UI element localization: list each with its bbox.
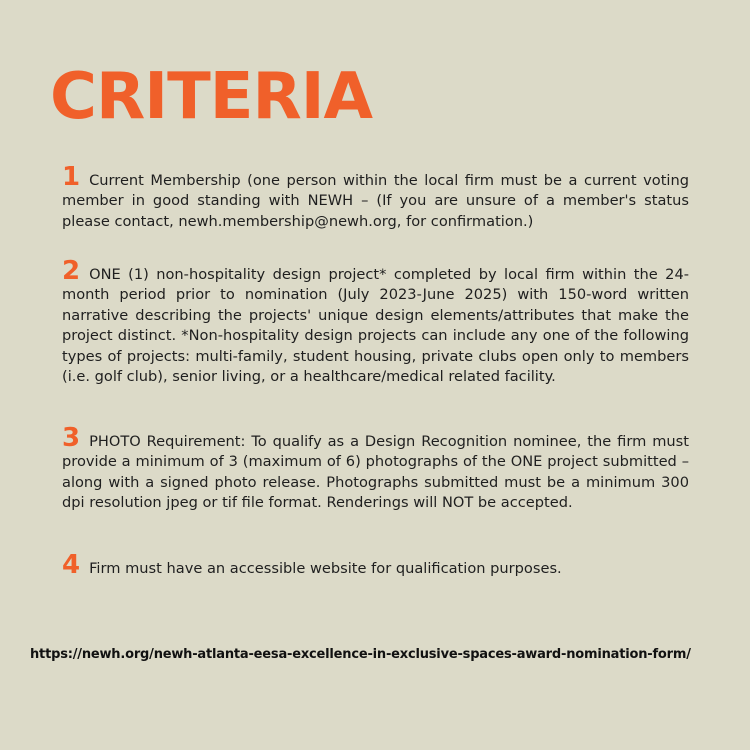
criteria-item-1 <box>62 162 689 232</box>
criteria-text-1: Current Membership (one person within the local firm must be a current voting member in good standing with NEWH – (If you are unsure of a member's status please contact, newh.membership@newh.org, for confirmation.) <box>62 172 689 230</box>
criteria-item-3 <box>62 423 689 514</box>
criteria-number-3: 3 <box>62 423 81 453</box>
criteria-item-4 <box>62 550 689 580</box>
criteria-number-1: 1 <box>62 162 81 192</box>
criteria-item-2 <box>62 256 689 387</box>
criteria-number-4: 4 <box>62 550 81 580</box>
criteria-text-3: PHOTO Requirement: To qualify as a Design Recognition nominee, the firm must provide a minimum of 3 (maximum of 6) photographs of the ONE project submitted – along with a signed photo release. Photographs submitted must be a minimum 300 dpi resolution jpeg or tif file format. Renderings will NOT be accepted. <box>62 433 689 512</box>
criteria-number-2: 2 <box>62 256 81 286</box>
criteria-text-4: Firm must have an accessible website for qualification purposes. <box>89 560 562 577</box>
page-title: CRITERIA <box>50 60 373 134</box>
criteria-text-2: ONE (1) non-hospitality design project* completed by local firm within the 24-month period prior to nomination (July 2023-June 2025) with 150-word written narrative describing the projects' unique design elements/attributes that make the project distinct. *Non-hospitality design projects can include any one of the following types of projects: multi-family, student housing, private clubs open only to members (i.e. golf club), senior living, or a healthcare/medical related facility. <box>62 266 689 386</box>
nomination-form-url: https://newh.org/newh-atlanta-eesa-excellence-in-exclusive-spaces-award-nomination-form/ <box>30 647 691 662</box>
